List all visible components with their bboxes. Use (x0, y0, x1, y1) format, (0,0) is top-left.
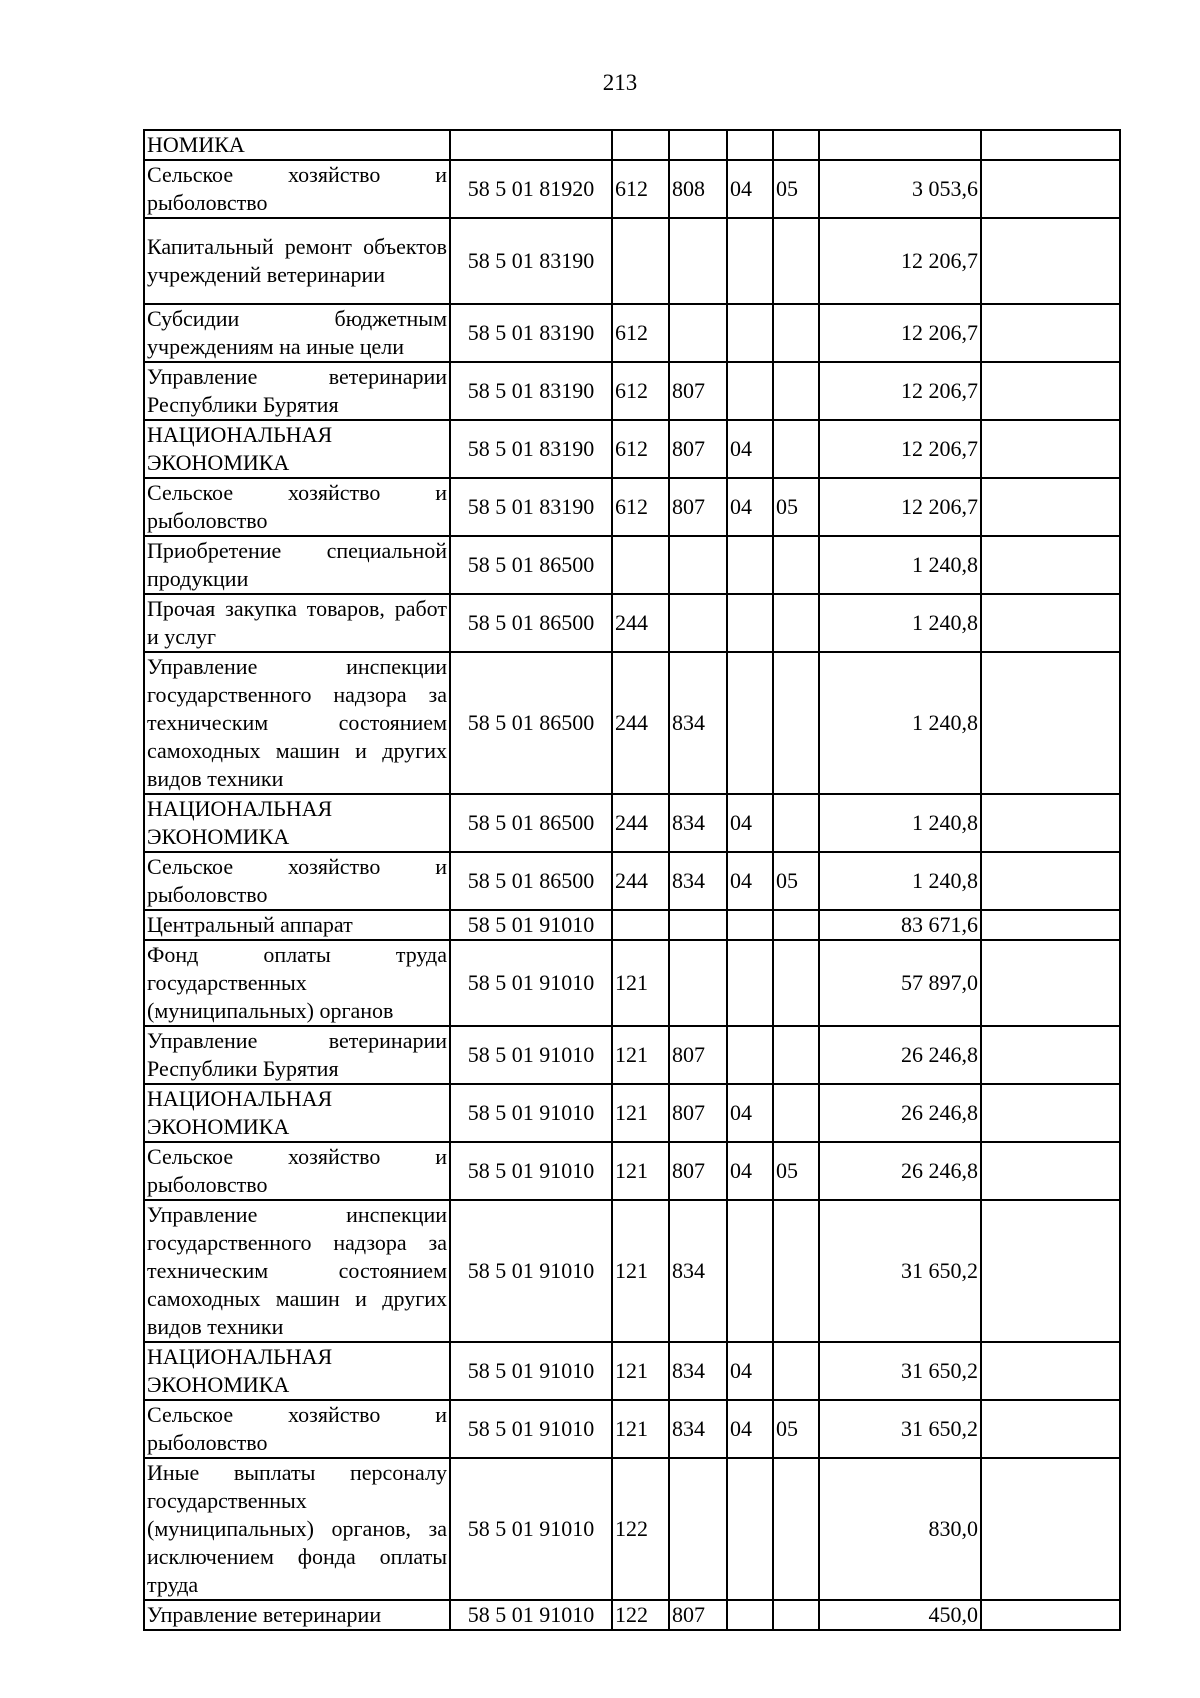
row-extra (981, 1342, 1120, 1400)
row-section: 04 (727, 420, 773, 478)
row-extra (981, 304, 1120, 362)
row-admin-code (669, 910, 727, 940)
row-extra (981, 852, 1120, 910)
row-name: Центральный аппарат (144, 910, 450, 940)
row-expense-type: 612 (612, 304, 669, 362)
row-code: 58 5 01 81920 (450, 160, 612, 218)
row-amount: 12 206,7 (819, 304, 981, 362)
row-code: 58 5 01 91010 (450, 1200, 612, 1342)
row-name: Управление ветеринарии (144, 1600, 450, 1630)
row-name: Сельское хозяйство и рыболовство (144, 1400, 450, 1458)
table-row (144, 1142, 1120, 1200)
row-name: Сельское хозяйство и рыболовство (144, 852, 450, 910)
table-row (144, 1342, 1120, 1400)
row-name: Иные выплаты персоналу государственных (муниципальных) органов, за исключением фонда оплаты труда (144, 1458, 450, 1600)
table-row (144, 536, 1120, 594)
row-subsection (773, 304, 819, 362)
row-amount: 12 206,7 (819, 420, 981, 478)
row-section (727, 1458, 773, 1600)
row-admin-code: 807 (669, 420, 727, 478)
row-admin-code (669, 594, 727, 652)
row-extra (981, 1400, 1120, 1458)
row-expense-type: 121 (612, 1026, 669, 1084)
row-extra (981, 478, 1120, 536)
row-expense-type: 121 (612, 1342, 669, 1400)
row-extra (981, 160, 1120, 218)
table-row (144, 1458, 1120, 1600)
row-section: 04 (727, 1400, 773, 1458)
table-row (144, 1600, 1120, 1630)
table-row (144, 362, 1120, 420)
row-amount: 12 206,7 (819, 218, 981, 304)
table-row (144, 130, 1120, 160)
row-code: 58 5 01 91010 (450, 910, 612, 940)
row-expense-type: 122 (612, 1600, 669, 1630)
row-extra (981, 1084, 1120, 1142)
row-code: 58 5 01 91010 (450, 1600, 612, 1630)
row-amount: 450,0 (819, 1600, 981, 1630)
row-admin-code: 834 (669, 1342, 727, 1400)
row-section (727, 910, 773, 940)
row-extra (981, 652, 1120, 794)
row-subsection (773, 218, 819, 304)
row-subsection: 05 (773, 852, 819, 910)
row-expense-type: 244 (612, 794, 669, 852)
row-extra (981, 594, 1120, 652)
row-extra (981, 910, 1120, 940)
row-amount: 830,0 (819, 1458, 981, 1600)
row-expense-type: 612 (612, 478, 669, 536)
row-admin-code (669, 304, 727, 362)
row-code: 58 5 01 86500 (450, 536, 612, 594)
row-expense-type (612, 130, 669, 160)
row-name: НОМИКА (144, 130, 450, 160)
row-section (727, 130, 773, 160)
row-amount: 3 053,6 (819, 160, 981, 218)
row-section (727, 1026, 773, 1084)
row-extra (981, 1600, 1120, 1630)
row-name: НАЦИОНАЛЬНАЯ ЭКОНОМИКА (144, 1342, 450, 1400)
row-amount: 1 240,8 (819, 536, 981, 594)
page-number: 213 (602, 70, 638, 95)
row-section (727, 652, 773, 794)
row-expense-type: 612 (612, 362, 669, 420)
row-expense-type: 122 (612, 1458, 669, 1600)
row-code: 58 5 01 91010 (450, 940, 612, 1026)
row-amount: 12 206,7 (819, 362, 981, 420)
row-admin-code (669, 218, 727, 304)
row-expense-type: 244 (612, 652, 669, 794)
row-amount: 1 240,8 (819, 852, 981, 910)
table-row (144, 420, 1120, 478)
budget-table (143, 129, 1121, 1631)
row-subsection (773, 940, 819, 1026)
table-row (144, 852, 1120, 910)
row-code: 58 5 01 83190 (450, 478, 612, 536)
row-amount: 1 240,8 (819, 794, 981, 852)
row-admin-code: 807 (669, 1084, 727, 1142)
row-name: Управление инспекции государственного надзора за техническим состоянием самоходных машин и других видов техники (144, 1200, 450, 1342)
row-section: 04 (727, 1142, 773, 1200)
row-name: НАЦИОНАЛЬНАЯ ЭКОНОМИКА (144, 794, 450, 852)
row-admin-code: 834 (669, 852, 727, 910)
row-section: 04 (727, 160, 773, 218)
row-admin-code: 807 (669, 1600, 727, 1630)
row-amount: 26 246,8 (819, 1084, 981, 1142)
table-row (144, 1400, 1120, 1458)
row-section (727, 1600, 773, 1630)
row-admin-code: 834 (669, 652, 727, 794)
row-extra (981, 940, 1120, 1026)
row-name: Сельское хозяйство и рыболовство (144, 160, 450, 218)
row-admin-code (669, 1458, 727, 1600)
table-row (144, 218, 1120, 304)
row-subsection (773, 536, 819, 594)
row-expense-type: 121 (612, 1142, 669, 1200)
row-expense-type: 121 (612, 1200, 669, 1342)
row-section (727, 594, 773, 652)
row-name: Сельское хозяйство и рыболовство (144, 478, 450, 536)
row-section (727, 304, 773, 362)
row-code: 58 5 01 91010 (450, 1142, 612, 1200)
row-subsection (773, 1026, 819, 1084)
row-extra (981, 420, 1120, 478)
row-amount: 1 240,8 (819, 652, 981, 794)
row-subsection (773, 1200, 819, 1342)
row-subsection (773, 910, 819, 940)
row-code: 58 5 01 86500 (450, 794, 612, 852)
row-name: Фонд оплаты труда государственных (муниципальных) органов (144, 940, 450, 1026)
table-row (144, 1084, 1120, 1142)
row-amount: 83 671,6 (819, 910, 981, 940)
row-subsection: 05 (773, 1142, 819, 1200)
row-section: 04 (727, 1084, 773, 1142)
row-amount: 31 650,2 (819, 1400, 981, 1458)
table-row (144, 910, 1120, 940)
row-admin-code (669, 536, 727, 594)
row-section (727, 362, 773, 420)
row-amount: 31 650,2 (819, 1200, 981, 1342)
table-row (144, 652, 1120, 794)
row-code: 58 5 01 86500 (450, 852, 612, 910)
row-amount: 26 246,8 (819, 1026, 981, 1084)
row-code: 58 5 01 86500 (450, 594, 612, 652)
row-extra (981, 1458, 1120, 1600)
row-expense-type (612, 218, 669, 304)
row-extra (981, 130, 1120, 160)
row-admin-code: 834 (669, 1200, 727, 1342)
row-name: НАЦИОНАЛЬНАЯ ЭКОНОМИКА (144, 420, 450, 478)
row-expense-type: 244 (612, 852, 669, 910)
row-section: 04 (727, 852, 773, 910)
row-code: 58 5 01 91010 (450, 1400, 612, 1458)
row-extra (981, 794, 1120, 852)
row-code: 58 5 01 91010 (450, 1084, 612, 1142)
row-section (727, 940, 773, 1026)
row-admin-code: 807 (669, 478, 727, 536)
row-name: Капитальный ремонт объектов учреждений ветеринарии (144, 218, 450, 304)
row-extra (981, 218, 1120, 304)
row-extra (981, 536, 1120, 594)
row-admin-code (669, 940, 727, 1026)
row-subsection (773, 1600, 819, 1630)
table-row (144, 160, 1120, 218)
table-row (144, 1026, 1120, 1084)
row-code: 58 5 01 83190 (450, 362, 612, 420)
row-name: Управление ветеринарии Республики Бурятия (144, 362, 450, 420)
row-section: 04 (727, 1342, 773, 1400)
row-admin-code: 808 (669, 160, 727, 218)
row-admin-code: 807 (669, 1142, 727, 1200)
row-code: 58 5 01 83190 (450, 304, 612, 362)
row-code: 58 5 01 83190 (450, 420, 612, 478)
row-name: Управление ветеринарии Республики Бурятия (144, 1026, 450, 1084)
row-expense-type: 244 (612, 594, 669, 652)
row-expense-type: 121 (612, 940, 669, 1026)
row-extra (981, 1142, 1120, 1200)
row-section: 04 (727, 478, 773, 536)
row-subsection: 05 (773, 160, 819, 218)
table-row (144, 594, 1120, 652)
row-name: Сельское хозяйство и рыболовство (144, 1142, 450, 1200)
row-section (727, 536, 773, 594)
row-amount: 31 650,2 (819, 1342, 981, 1400)
row-expense-type: 121 (612, 1084, 669, 1142)
row-amount: 1 240,8 (819, 594, 981, 652)
row-subsection: 05 (773, 478, 819, 536)
row-name: Прочая закупка товаров, работ и услуг (144, 594, 450, 652)
row-name: Субсидии бюджетным учреждениям на иные цели (144, 304, 450, 362)
row-section (727, 1200, 773, 1342)
row-admin-code: 807 (669, 362, 727, 420)
row-amount: 26 246,8 (819, 1142, 981, 1200)
row-section (727, 218, 773, 304)
row-subsection (773, 652, 819, 794)
row-admin-code: 834 (669, 1400, 727, 1458)
table-row (144, 940, 1120, 1026)
table-row (144, 478, 1120, 536)
row-amount: 12 206,7 (819, 478, 981, 536)
row-admin-code (669, 130, 727, 160)
row-expense-type (612, 536, 669, 594)
row-code: 58 5 01 91010 (450, 1342, 612, 1400)
row-subsection (773, 1458, 819, 1600)
row-admin-code: 807 (669, 1026, 727, 1084)
row-admin-code: 834 (669, 794, 727, 852)
row-code: 58 5 01 91010 (450, 1458, 612, 1600)
row-expense-type: 612 (612, 160, 669, 218)
row-section: 04 (727, 794, 773, 852)
row-code: 58 5 01 91010 (450, 1026, 612, 1084)
table-row (144, 304, 1120, 362)
row-amount: 57 897,0 (819, 940, 981, 1026)
row-subsection (773, 362, 819, 420)
row-extra (981, 362, 1120, 420)
row-name: Управление инспекции государственного надзора за техническим состоянием самоходных машин и других видов техники (144, 652, 450, 794)
row-code: 58 5 01 83190 (450, 218, 612, 304)
row-expense-type: 121 (612, 1400, 669, 1458)
row-code: 58 5 01 86500 (450, 652, 612, 794)
table-row (144, 794, 1120, 852)
row-extra (981, 1026, 1120, 1084)
row-expense-type (612, 910, 669, 940)
row-code (450, 130, 612, 160)
row-subsection (773, 794, 819, 852)
row-expense-type: 612 (612, 420, 669, 478)
row-subsection: 05 (773, 1400, 819, 1458)
row-subsection (773, 1084, 819, 1142)
row-extra (981, 1200, 1120, 1342)
row-name: НАЦИОНАЛЬНАЯ ЭКОНОМИКА (144, 1084, 450, 1142)
row-amount (819, 130, 981, 160)
row-subsection (773, 130, 819, 160)
row-subsection (773, 594, 819, 652)
row-subsection (773, 420, 819, 478)
table-row (144, 1200, 1120, 1342)
row-name: Приобретение специальной продукции (144, 536, 450, 594)
row-subsection (773, 1342, 819, 1400)
